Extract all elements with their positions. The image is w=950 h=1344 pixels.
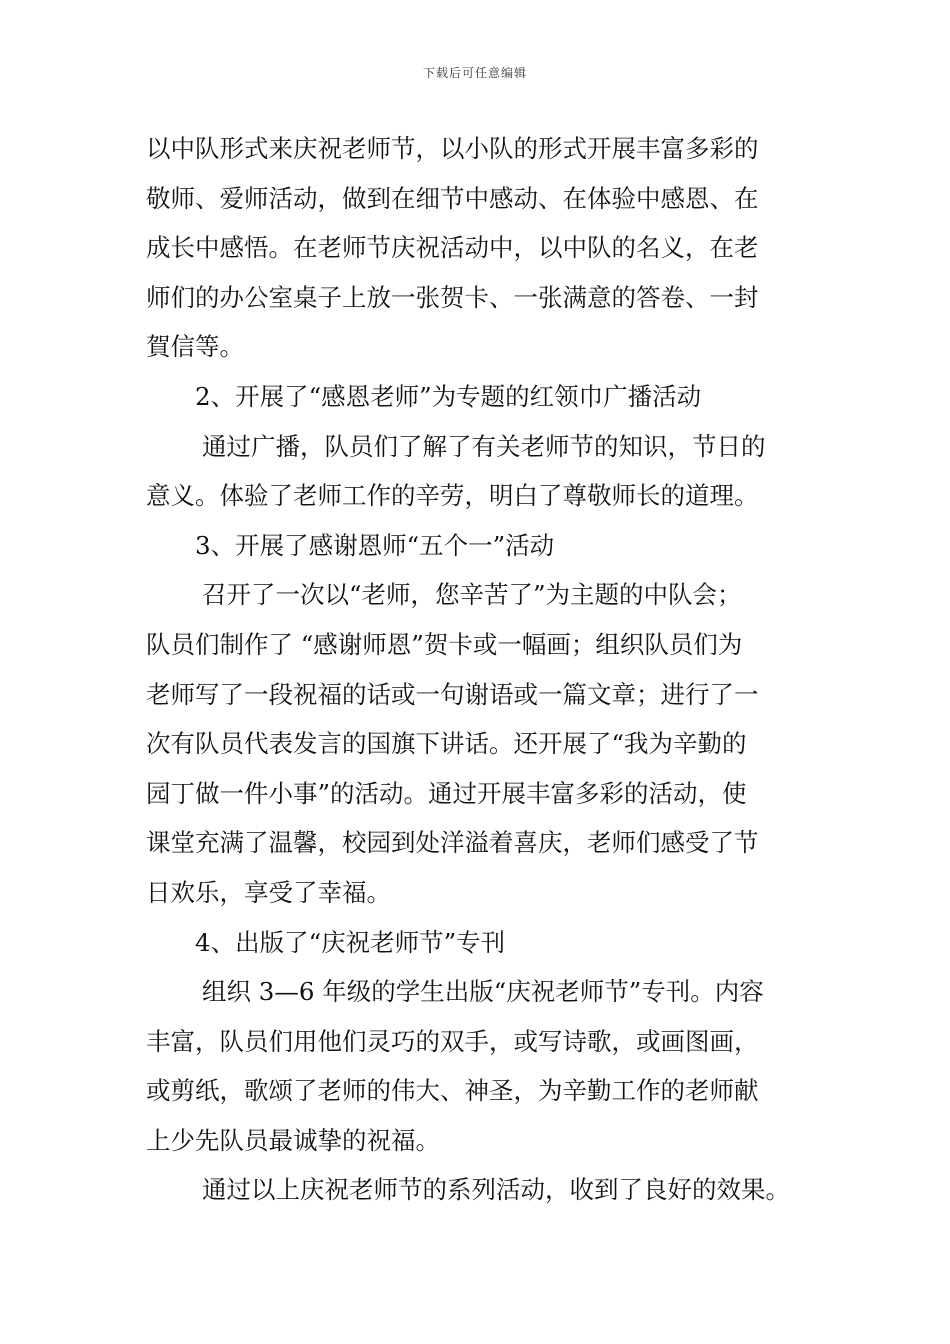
section-heading-3: 3、开展了感谢恩师“五个一”活动 <box>195 530 555 560</box>
closing-line: 通过以上庆祝老师节的系列活动，收到了良好的效果。 <box>202 1175 790 1205</box>
body-line: 组织 3—6 年级的学生出版“庆祝老师节”专刊。内容 <box>202 977 764 1007</box>
body-line: 丰富，队员们用他们灵巧的双手，或写诗歌，或画图画， <box>146 1026 759 1056</box>
document-body <box>146 124 832 1215</box>
body-line: 次有队员代表发言的国旗下讲话。还开展了“我为辛勤的 <box>146 729 747 759</box>
body-line: 通过广播，队员们了解了有关老师节的知识，节日的 <box>202 431 766 461</box>
body-line: 成长中感悟。在老师节庆祝活动中，以中队的名义，在老 <box>146 233 759 263</box>
body-line: 园丁做一件小事”的活动。通过开展丰富多彩的活动，使 <box>146 778 747 808</box>
body-line: 意义。体验了老师工作的辛劳，明白了尊敬师长的道理。 <box>146 481 759 511</box>
body-line: 队员们制作了 “感谢师恩”贺卡或一幅画；组织队员们为 <box>146 629 743 659</box>
body-line: 以中队形式来庆祝老师节，以小队的形式开展丰富多彩的 <box>146 134 759 163</box>
body-line: 老师写了一段祝福的话或一句谢语或一篇文章；进行了一 <box>146 679 759 709</box>
section-heading-4: 4、出版了“庆祝老师节”专刊 <box>195 927 506 957</box>
section-heading-2: 2、开展了“感恩老师”为专题的红领巾广播活动 <box>195 381 702 411</box>
body-line: 师们的办公室桌子上放一张贺卡、一张满意的答卷、一封 <box>146 282 759 312</box>
body-line: 课堂充满了温馨，校园到处洋溢着喜庆，老师们感受了节 <box>146 828 759 858</box>
body-line: 上少先队员最诚挚的祝福。 <box>146 1125 440 1155</box>
body-line: 賀信等。 <box>146 332 244 362</box>
body-line: 召开了一次以“老师，您辛苦了”为主题的中队会； <box>202 580 742 610</box>
body-line: 日欢乐，享受了幸福。 <box>146 877 391 907</box>
page-header: 下载后可任意编辑 <box>422 66 527 80</box>
body-line: 或剪纸，歌颂了老师的伟大、神圣，为辛勤工作的老师献 <box>146 1076 759 1106</box>
body-line: 敬师、爱师活动，做到在细节中感动、在体验中感恩、在 <box>146 183 759 213</box>
